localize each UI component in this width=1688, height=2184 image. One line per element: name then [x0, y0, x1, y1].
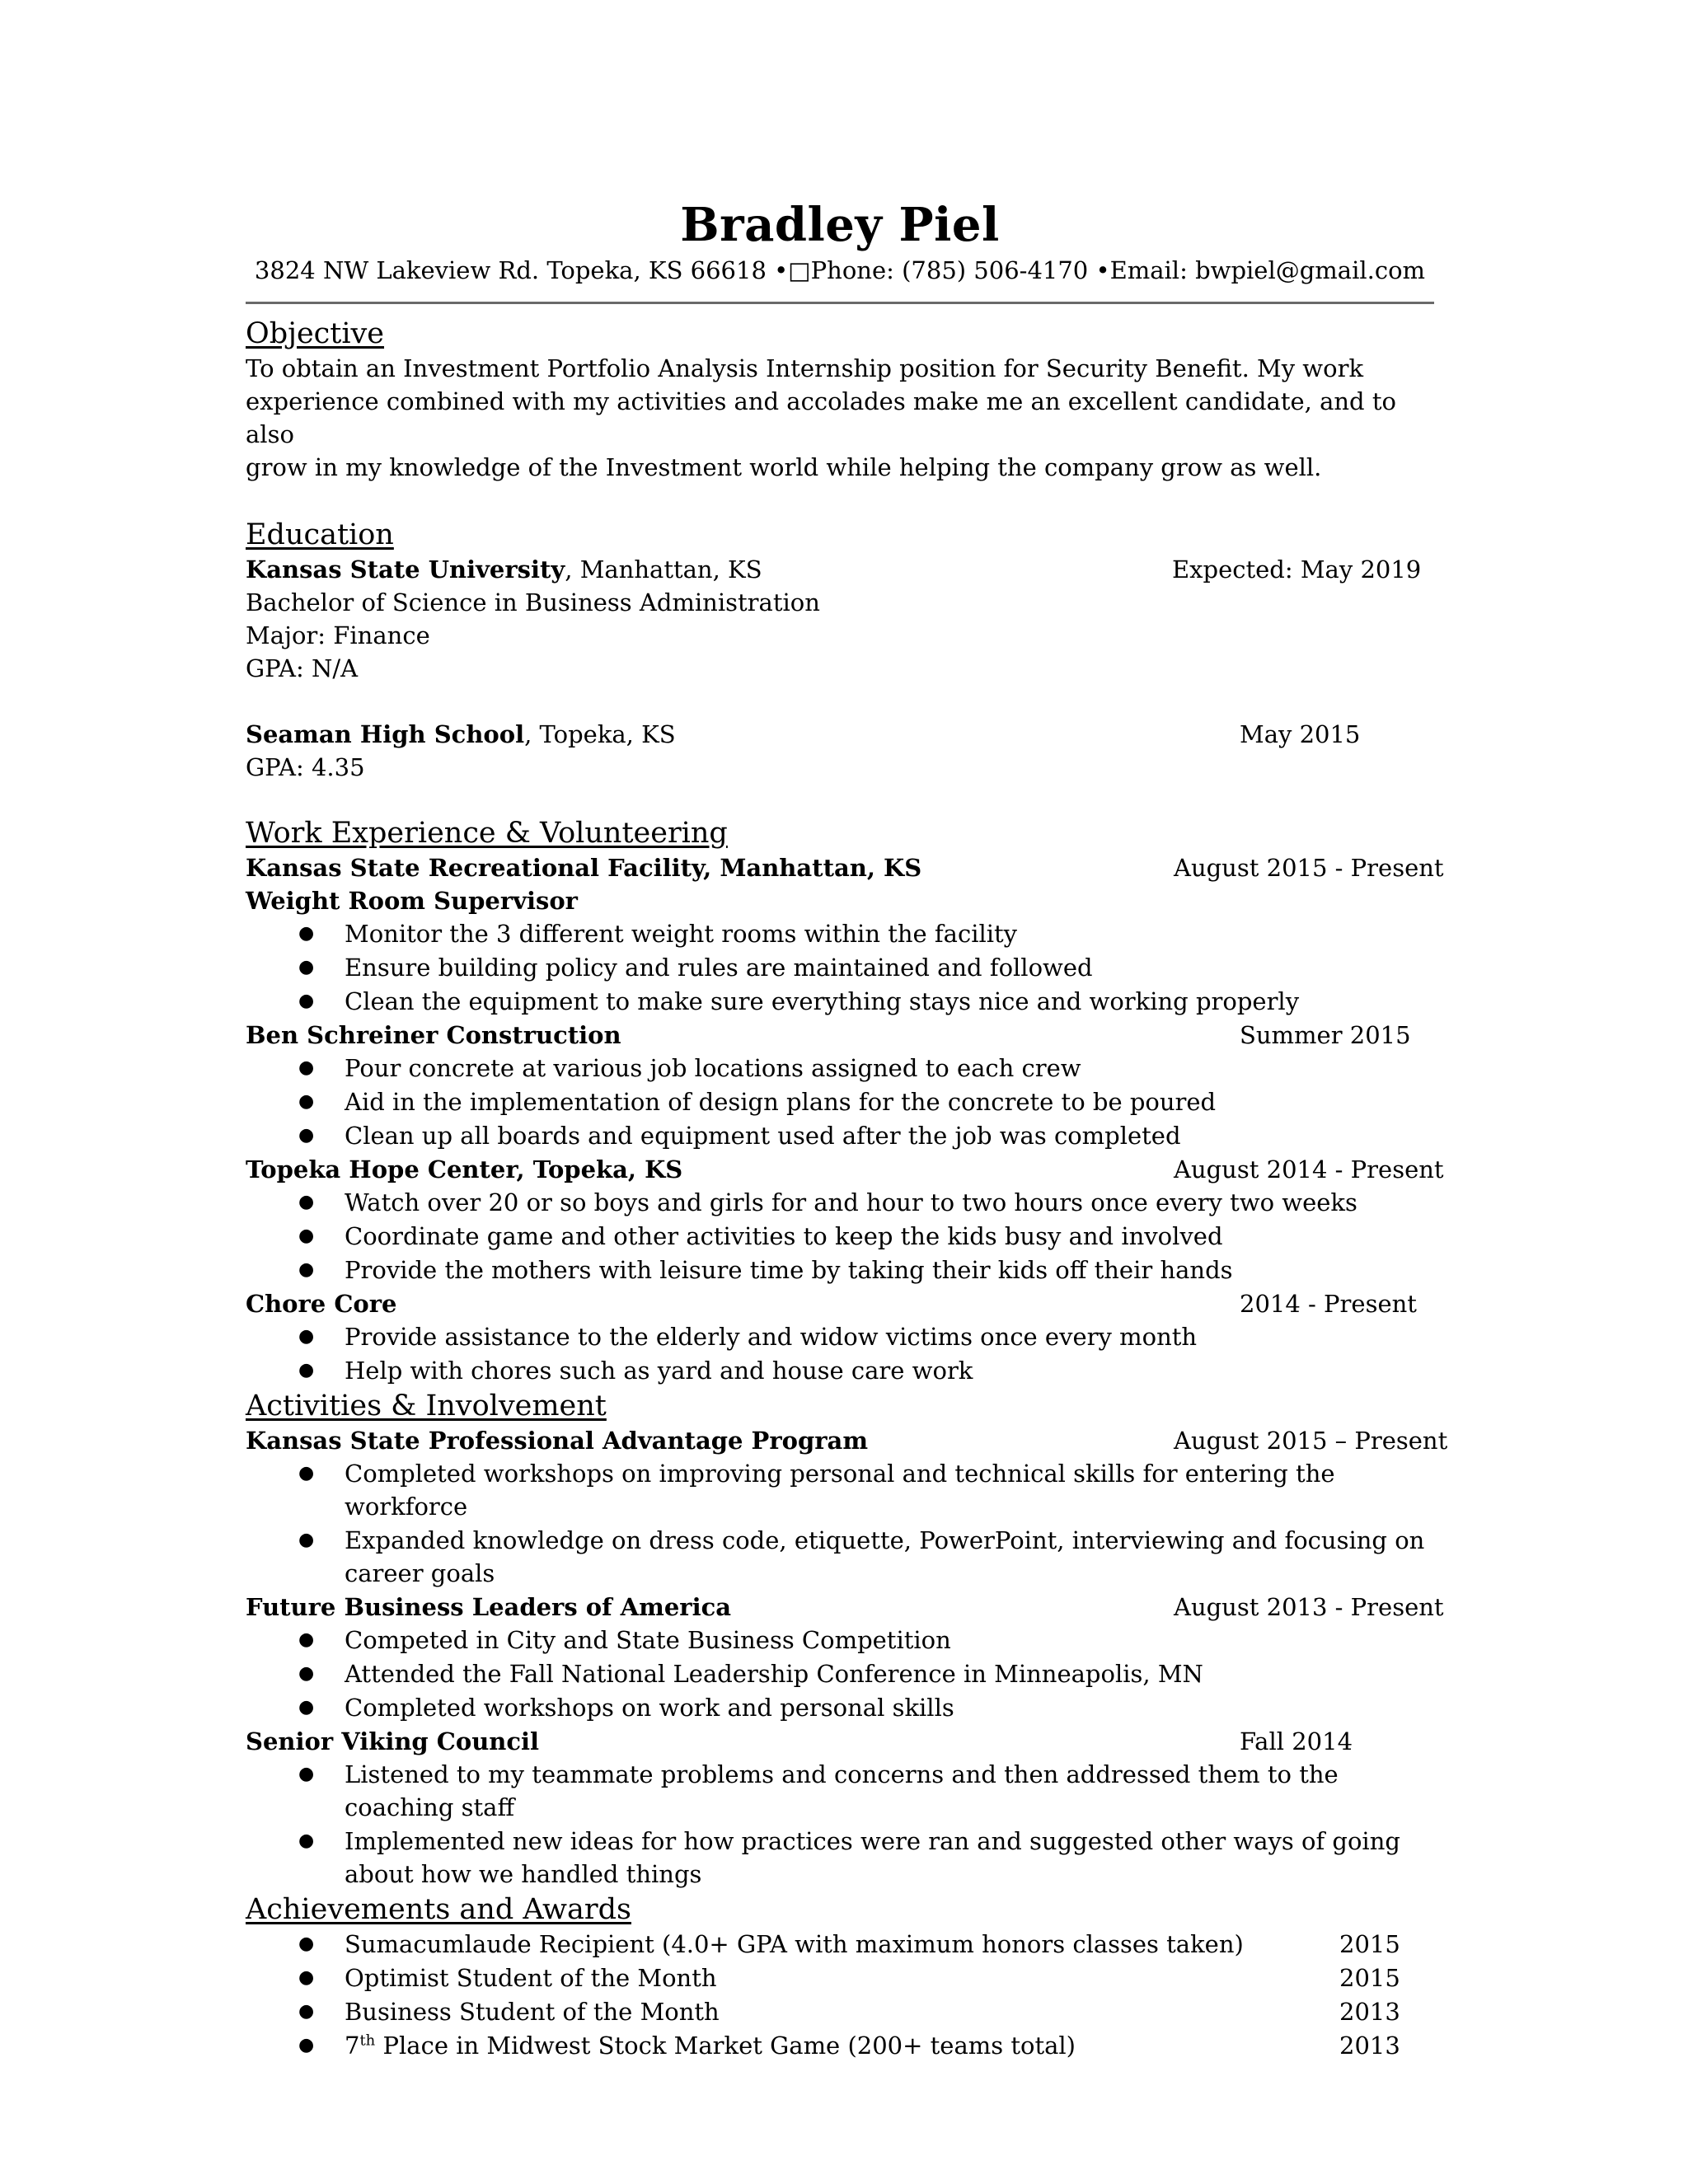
list-item: ● Monitor the 3 different weight rooms within the facility	[298, 920, 1018, 948]
award-year: 2013	[1339, 2032, 1400, 2060]
award-item: ● 7th Place in Midwest Stock Market Game (200+ teams total) 2013	[246, 2029, 1434, 2062]
list-item: ● Provide assistance to the elderly and widow victims once every month	[298, 1323, 1198, 1351]
job-date: Summer 2015	[1240, 1021, 1411, 1049]
education-heading: Education	[246, 518, 394, 551]
list-item: ● Expanded knowledge on dress code, etiquette, PowerPoint, interviewing and focusing on career goals	[298, 1526, 1425, 1587]
award-item: ● Business Student of the Month 2013	[246, 1995, 1434, 2028]
list-item: ● Clean the equipment to make sure everything stays nice and working properly	[298, 987, 1300, 1015]
job-bullets	[246, 1320, 1434, 1387]
list-item: ● Attended the Fall National Leadership Conference in Minneapolis, MN	[298, 1660, 1203, 1688]
list-item: ● Coordinate game and other activities to keep the kids busy and involved	[298, 1222, 1223, 1250]
job-org: Chore Core	[246, 1290, 397, 1318]
activity-bullets	[246, 1624, 1434, 1724]
list-item: ● Aid in the implementation of design plans for the concrete to be poured	[298, 1088, 1217, 1116]
school-date: Expected: May 2019	[1172, 555, 1422, 583]
award-year: 2015	[1339, 1964, 1400, 1992]
objective-line: To obtain an Investment Portfolio Analysis Internship position for Security Benefit. My work	[246, 354, 1364, 382]
candidate-name: Bradley Piel	[680, 198, 1000, 252]
list-item: ● Watch over 20 or so boys and girls for and hour to two hours once every two weeks	[298, 1188, 1357, 1216]
job-bullets	[246, 1186, 1434, 1286]
job-row	[246, 1287, 1434, 1320]
school-location: , Manhattan, KS	[565, 555, 762, 583]
school-row	[246, 553, 1434, 586]
award-year: 2013	[1339, 1998, 1400, 2026]
job-row	[246, 1019, 1434, 1052]
job-org: Topeka Hope Center, Topeka, KS	[246, 1155, 683, 1183]
job-date: 2014 - Present	[1240, 1290, 1417, 1318]
activity-bullets	[246, 1758, 1434, 1891]
school-location: , Topeka, KS	[524, 720, 676, 748]
objective-line: grow in my knowledge of the Investment world while helping the company grow as well.	[246, 453, 1322, 481]
objective-line: experience combined with my activities and accolades make me an excellent candidate, and to also	[246, 387, 1396, 448]
school-name: Seaman High School	[246, 720, 525, 748]
list-item: ● Competed in City and State Business Competition	[298, 1626, 951, 1654]
award-item: ● Sumacumlaude Recipient (4.0+ GPA with maximum honors classes taken) 2015	[246, 1928, 1434, 1961]
job-row	[246, 851, 1444, 884]
activity-org: Senior Viking Council	[246, 1727, 540, 1755]
award-year: 2015	[1339, 1930, 1400, 1958]
header-divider	[246, 302, 1434, 304]
activity-org: Kansas State Professional Advantage Program	[246, 1427, 869, 1455]
activity-date: Fall 2014	[1240, 1727, 1353, 1755]
awards-list	[246, 1928, 1434, 2062]
job-bullets	[246, 917, 1434, 1018]
objective-heading: Objective	[246, 317, 385, 350]
work-heading: Work Experience & Volunteering	[246, 817, 728, 850]
activity-row	[246, 1725, 1434, 1758]
list-item: ● Clean up all boards and equipment used after the job was completed	[298, 1122, 1181, 1150]
school-row	[246, 718, 1434, 751]
school-date: May 2015	[1240, 720, 1361, 748]
job-org: Kansas State Recreational Facility, Manhattan, KS	[246, 854, 922, 882]
job-role: Weight Room Supervisor	[246, 887, 578, 915]
award-item: ● Optimist Student of the Month 2015	[246, 1961, 1434, 1994]
contact-line: 3824 NW Lakeview Rd. Topeka, KS 66618 •□Phone: (785) 506-4170 •Email: bwpiel@gmail.com	[254, 256, 1426, 284]
job-date: August 2015 - Present	[1174, 854, 1444, 882]
list-item: ● Help with chores such as yard and house care work	[298, 1357, 973, 1385]
school-detail: Major: Finance	[246, 621, 430, 649]
list-item: ● Completed workshops on improving personal and technical skills for entering the workforce	[298, 1460, 1335, 1521]
resume-content	[246, 196, 1448, 2063]
activity-row	[246, 1591, 1444, 1624]
activities-heading: Activities & Involvement	[246, 1390, 607, 1422]
job-bullets	[246, 1052, 1434, 1152]
list-item: ● Implemented new ideas for how practices were ran and suggested other ways of going about how we handled things	[298, 1827, 1400, 1888]
list-item: ● Listened to my teammate problems and concerns and then addressed them to the coaching staff	[298, 1760, 1339, 1821]
activity-bullets	[246, 1457, 1434, 1590]
activity-date: August 2015 – Present	[1174, 1427, 1448, 1455]
job-org: Ben Schreiner Construction	[246, 1021, 621, 1049]
list-item: ● Completed workshops on work and personal skills	[298, 1694, 954, 1722]
activity-org: Future Business Leaders of America	[246, 1593, 732, 1621]
school-detail: GPA: 4.35	[246, 753, 365, 781]
job-date: August 2014 - Present	[1174, 1155, 1444, 1183]
school-name: Kansas State University	[246, 555, 565, 583]
awards-heading: Achievements and Awards	[246, 1893, 631, 1926]
activity-row	[246, 1424, 1448, 1457]
list-item: ● Ensure building policy and rules are maintained and followed	[298, 954, 1093, 982]
activity-date: August 2013 - Present	[1174, 1593, 1444, 1621]
job-row	[246, 1153, 1444, 1186]
school-detail: GPA: N/A	[246, 654, 359, 682]
list-item: ● Pour concrete at various job locations assigned to each crew	[298, 1054, 1081, 1082]
school-detail: Bachelor of Science in Business Administration	[246, 588, 820, 616]
list-item: ● Provide the mothers with leisure time by taking their kids off their hands	[298, 1256, 1233, 1284]
